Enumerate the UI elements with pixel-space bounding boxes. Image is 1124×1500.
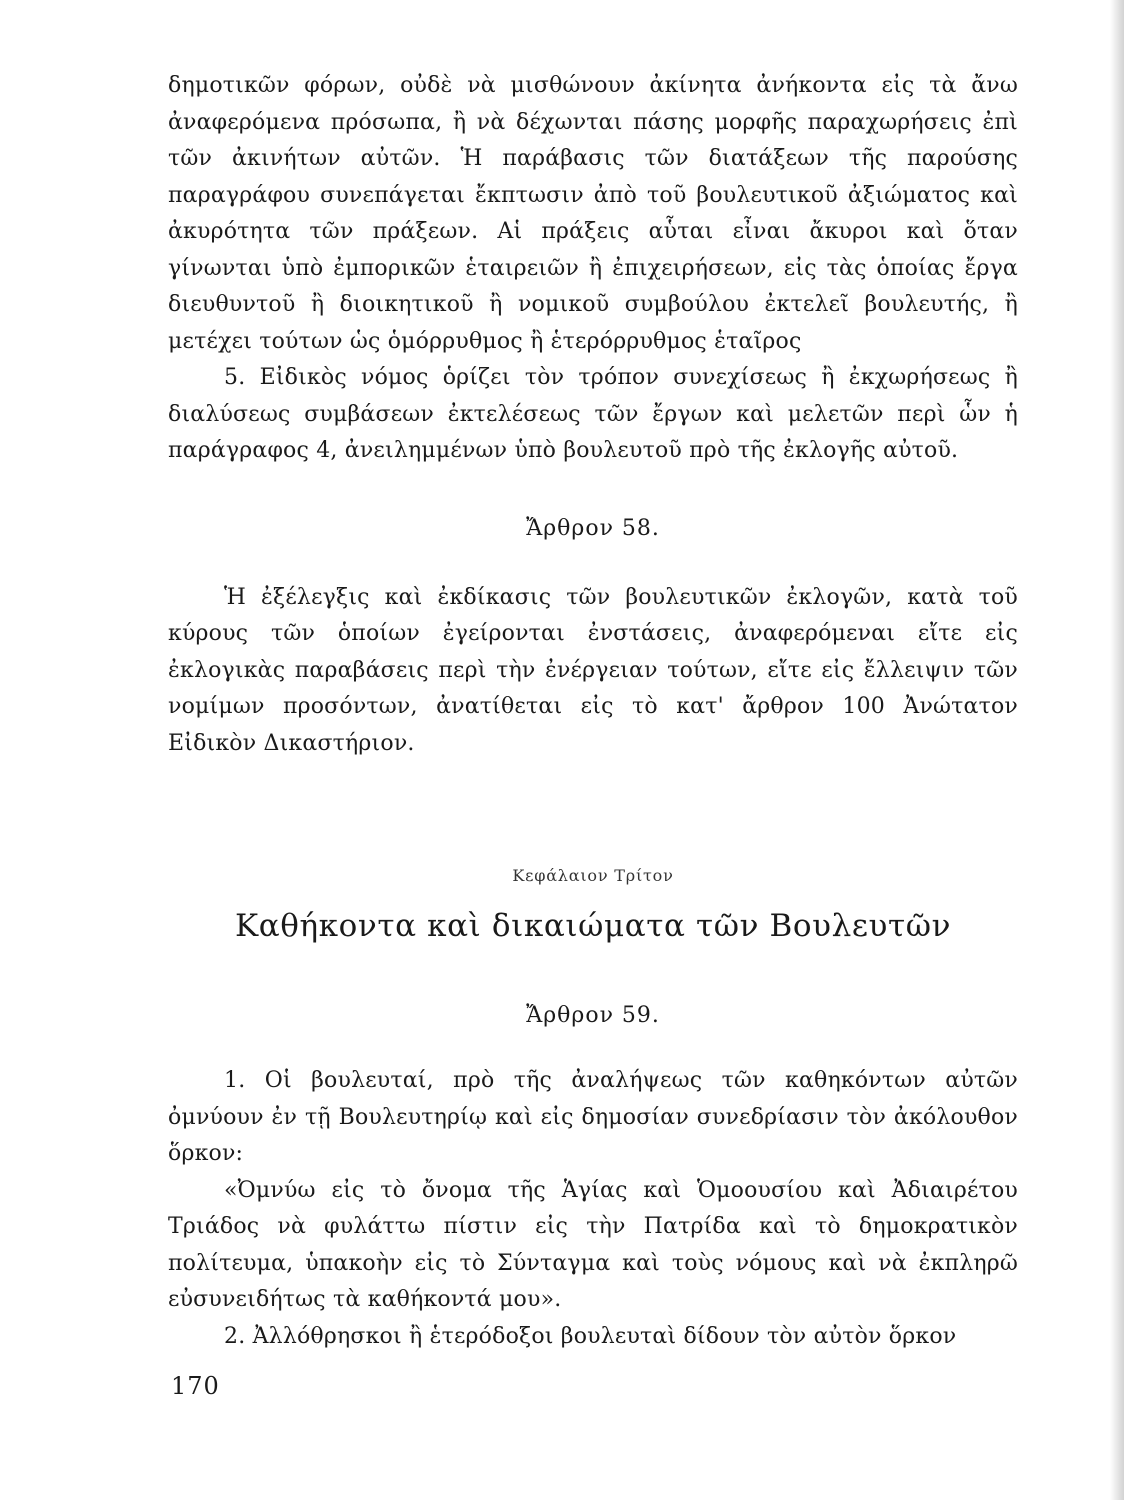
document-page xyxy=(168,68,1018,1355)
chapter-label: Κεφάλαιον Τρίτον xyxy=(512,866,674,885)
article-58-heading: Ἄρθρον 58. xyxy=(526,515,660,541)
article-59-oath: «Ὀμνύω εἰς τὸ ὄνομα τῆς Ἁγίας καὶ Ὁμοουσίου καὶ Ἀδιαιρέτου Τριάδος νὰ φυλάττω πίστιν εἰς τὴν Πατρίδα καὶ τὸ δημοκρατικὸν πολίτευμα, ὑπακοὴν εἰς τὸ Σύνταγμα καὶ τοὺς νόμους καὶ νὰ ἐκπληρῶ εὐσυνειδήτως τὰ καθήκοντά μου». xyxy=(168,1177,1018,1312)
page-number: 170 xyxy=(171,1372,220,1400)
article-59-paragraph-2: 2. Ἀλλόθρησκοι ἢ ἑτερόδοξοι βουλευταὶ δίδουν τὸν αὐτὸν ὅρκον xyxy=(224,1323,957,1349)
article-58-text: Ἡ ἐξέλεγξις καὶ ἐκδίκασις τῶν βουλευτικῶν ἐκλογῶν, κατὰ τοῦ κύρους τῶν ὁποίων ἐγείρονται ἐνστάσεις, ἀναφερόμεναι εἴτε εἰς ἐκλογικὰς παραβάσεις περὶ τὴν ἐνέργειαν τούτων, εἴτε εἰς ἔλλειψιν τῶν νομίμων προσόντων, ἀνατίθεται εἰς τὸ κατ' ἄρθρον 100 Ἀνώτατον Εἰδικὸν Δικαστήριον. xyxy=(168,584,1018,756)
chapter-title: Καθήκοντα καὶ δικαιώματα τῶν Βουλευτῶν xyxy=(234,908,952,944)
article-59-heading: Ἄρθρον 59. xyxy=(526,1003,660,1028)
paragraph-5: 5. Εἰδικὸς νόμος ὁρίζει τὸν τρόπον συνεχίσεως ἢ ἐκχωρήσεως ἢ διαλύσεως συμβάσεων ἐκτελέσεως τῶν ἔργων καὶ μελετῶν περὶ ὧν ἡ παράγραφος 4, ἀνειλημμένων ὑπὸ βουλευτοῦ πρὸ τῆς ἐκλογῆς αὐτοῦ. xyxy=(168,365,1018,463)
article-59-paragraph-1: 1. Οἱ βουλευταί, πρὸ τῆς ἀναλήψεως τῶν καθηκόντων αὐτῶν ὀμνύουν ἐν τῇ Βουλευτηρίῳ καὶ εἰς δημοσίαν συνεδρίασιν τὸν ἀκόλουθον ὅρκον: xyxy=(168,1068,1018,1166)
page-edge-shadow xyxy=(1110,0,1124,1500)
opening-paragraph: δημοτικῶν φόρων, οὐδὲ νὰ μισθώνουν ἀκίνητα ἀνήκοντα εἰς τὰ ἄνω ἀναφερόμενα πρόσωπα, ἢ νὰ δέχωνται πάσης μορφῆς παραχωρήσεις ἐπὶ τῶν ἀκινήτων αὐτῶν. Ἡ παράβασις τῶν διατάξεων τῆς παρούσης παραγράφου συνεπάγεται ἔκπτωσιν ἀπὸ τοῦ βουλευτικοῦ ἀξιώματος καὶ ἀκυρότητα τῶν πράξεων. Αἱ πράξεις αὗται εἶναι ἄκυροι καὶ ὅταν γίνωνται ὑπὸ ἐμπορικῶν ἑταιρειῶν ἢ ἐπιχειρήσεων, εἰς τὰς ὁποίας ἔργα διευθυντοῦ ἢ διοικητικοῦ ἢ νομικοῦ συμβούλου ἐκτελεῖ βουλευτής, ἢ μετέχει τούτων ὡς ὁμόρρυθμος ἢ ἑτερόρρυθμος ἑταῖρος xyxy=(168,73,1018,354)
